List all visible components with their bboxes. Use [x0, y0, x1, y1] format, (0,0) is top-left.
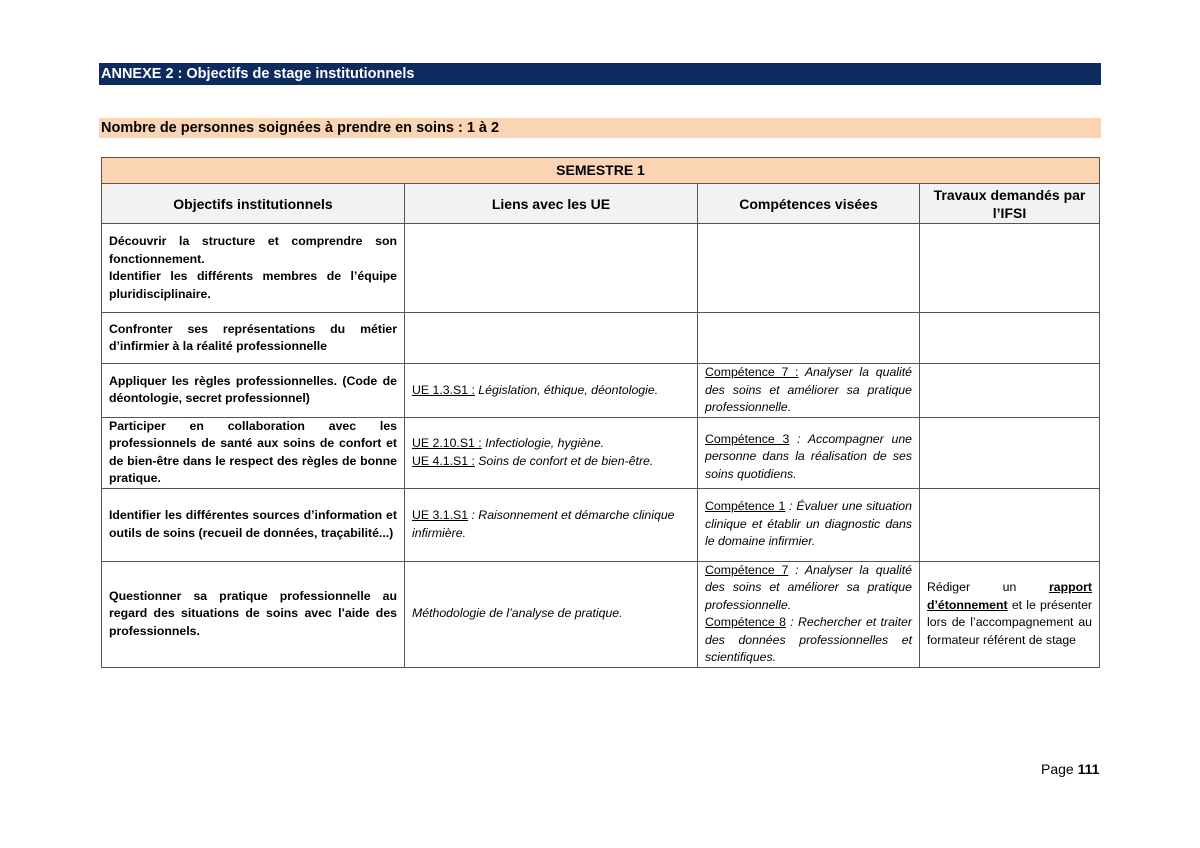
semester-header: SEMESTRE 1	[102, 158, 1100, 184]
objective-text: Confronter ses représentations du métier d’infirmier à la réalité professionnelle	[109, 321, 397, 353]
objective-text: Identifier les différentes sources d’information et outils de soins (recueil de données, traçabilité...)	[109, 508, 397, 540]
competence-title: : Analyser la qualité des soins et améliorer sa pratique professionnelle.	[705, 562, 912, 612]
competence-cell	[698, 313, 920, 364]
col-work: Travaux demandés par l’IFSI	[920, 184, 1100, 224]
page-number	[1041, 761, 1099, 777]
work-emphasis: rapport d’étonnement	[927, 580, 1093, 612]
objective-cell	[102, 313, 405, 364]
col-ue: Liens avec les UE	[405, 184, 698, 224]
competence-code: Compétence 7 :	[705, 365, 799, 379]
objective-text: Questionner sa pratique professionnelle au regard des situations de soins avec l’aide des professionnels.	[109, 588, 397, 638]
competence-cell	[698, 561, 920, 667]
objective-text: Découvrir la structure et comprendre son fonctionnement.	[109, 234, 397, 266]
ue-cell	[405, 561, 698, 667]
ue-title: Infectiologie, hygiène.	[481, 436, 605, 450]
work-cell	[920, 417, 1100, 488]
ue-code: UE 1.3.S1 :	[412, 382, 475, 397]
competence-code: Compétence 8	[705, 615, 786, 629]
objectives-table	[101, 157, 1100, 668]
work-cell	[920, 313, 1100, 364]
objective-cell	[102, 561, 405, 667]
competence-cell	[698, 417, 920, 488]
ue-cell	[405, 488, 698, 561]
table-row	[102, 561, 1100, 667]
page-label: Page	[1041, 761, 1074, 777]
competence-title: : Accompagner une personne dans la réalisation de ses soins quotidiens.	[705, 431, 912, 481]
patients-count: Nombre de personnes soignées à prendre en soins : 1 à 2	[99, 118, 1101, 138]
objective-text: Appliquer les règles professionnelles. (Code de déontologie, secret professionnel)	[109, 373, 397, 406]
objective-cell	[102, 417, 405, 488]
ue-cell	[405, 313, 698, 364]
ue-title: Soins de confort et de bien-être.	[474, 453, 654, 468]
ue-title: Législation, éthique, déontologie.	[474, 382, 659, 397]
competence-cell	[698, 488, 920, 561]
ue-code: UE 4.1.S1 :	[412, 453, 475, 468]
competence-title: Analyser la qualité des soins et améliorer sa pratique professionnelle.	[705, 365, 912, 414]
objective-text: Participer en collaboration avec les professionnels de santé aux soins de confort et de bien-être dans le respect des règles de bonne pratique.	[109, 418, 397, 485]
competence-cell	[698, 364, 920, 418]
ue-title: Méthodologie de l’analyse de pratique.	[412, 606, 623, 621]
ue-title: : Raisonnement et démarche clinique infirmière.	[412, 508, 675, 540]
ue-cell	[405, 224, 698, 313]
objective-cell	[102, 224, 405, 313]
annex-title: ANNEXE 2 : Objectifs de stage institutionnels	[99, 63, 1101, 85]
work-cell	[920, 364, 1100, 418]
ue-code: UE 3.1.S1	[412, 508, 469, 522]
work-cell	[920, 561, 1100, 667]
work-text-end: et le présenter lors de l’accompagnement au formateur référent de stage	[927, 597, 1093, 647]
table-row	[102, 417, 1100, 488]
ue-cell	[405, 364, 698, 418]
competence-code: Compétence 3	[705, 431, 790, 446]
table-row	[102, 364, 1100, 418]
work-text-start: Rédiger un	[927, 580, 1049, 594]
work-cell	[920, 224, 1100, 313]
ue-cell	[405, 417, 698, 488]
competence-code: Compétence 1	[705, 499, 786, 514]
table-row	[102, 488, 1100, 561]
competence-title: : Évaluer une situation clinique et établir un diagnostic dans le domaine infirmier.	[705, 499, 912, 549]
col-objectives: Objectifs institutionnels	[102, 184, 405, 224]
ue-code: UE 2.10.S1 :	[412, 436, 482, 450]
work-cell	[920, 488, 1100, 561]
col-competences: Compétences visées	[698, 184, 920, 224]
table-row	[102, 224, 1100, 313]
objective-cell	[102, 488, 405, 561]
objective-cell	[102, 364, 405, 418]
objective-text: Identifier les différents membres de l’équipe pluridisciplinaire.	[109, 269, 397, 301]
table-row	[102, 313, 1100, 364]
page-value: 111	[1077, 761, 1100, 777]
competence-title: : Rechercher et traiter des données professionnelles et scientifiques.	[705, 615, 912, 664]
competence-cell	[698, 224, 920, 313]
competence-code: Compétence 7	[705, 562, 789, 577]
